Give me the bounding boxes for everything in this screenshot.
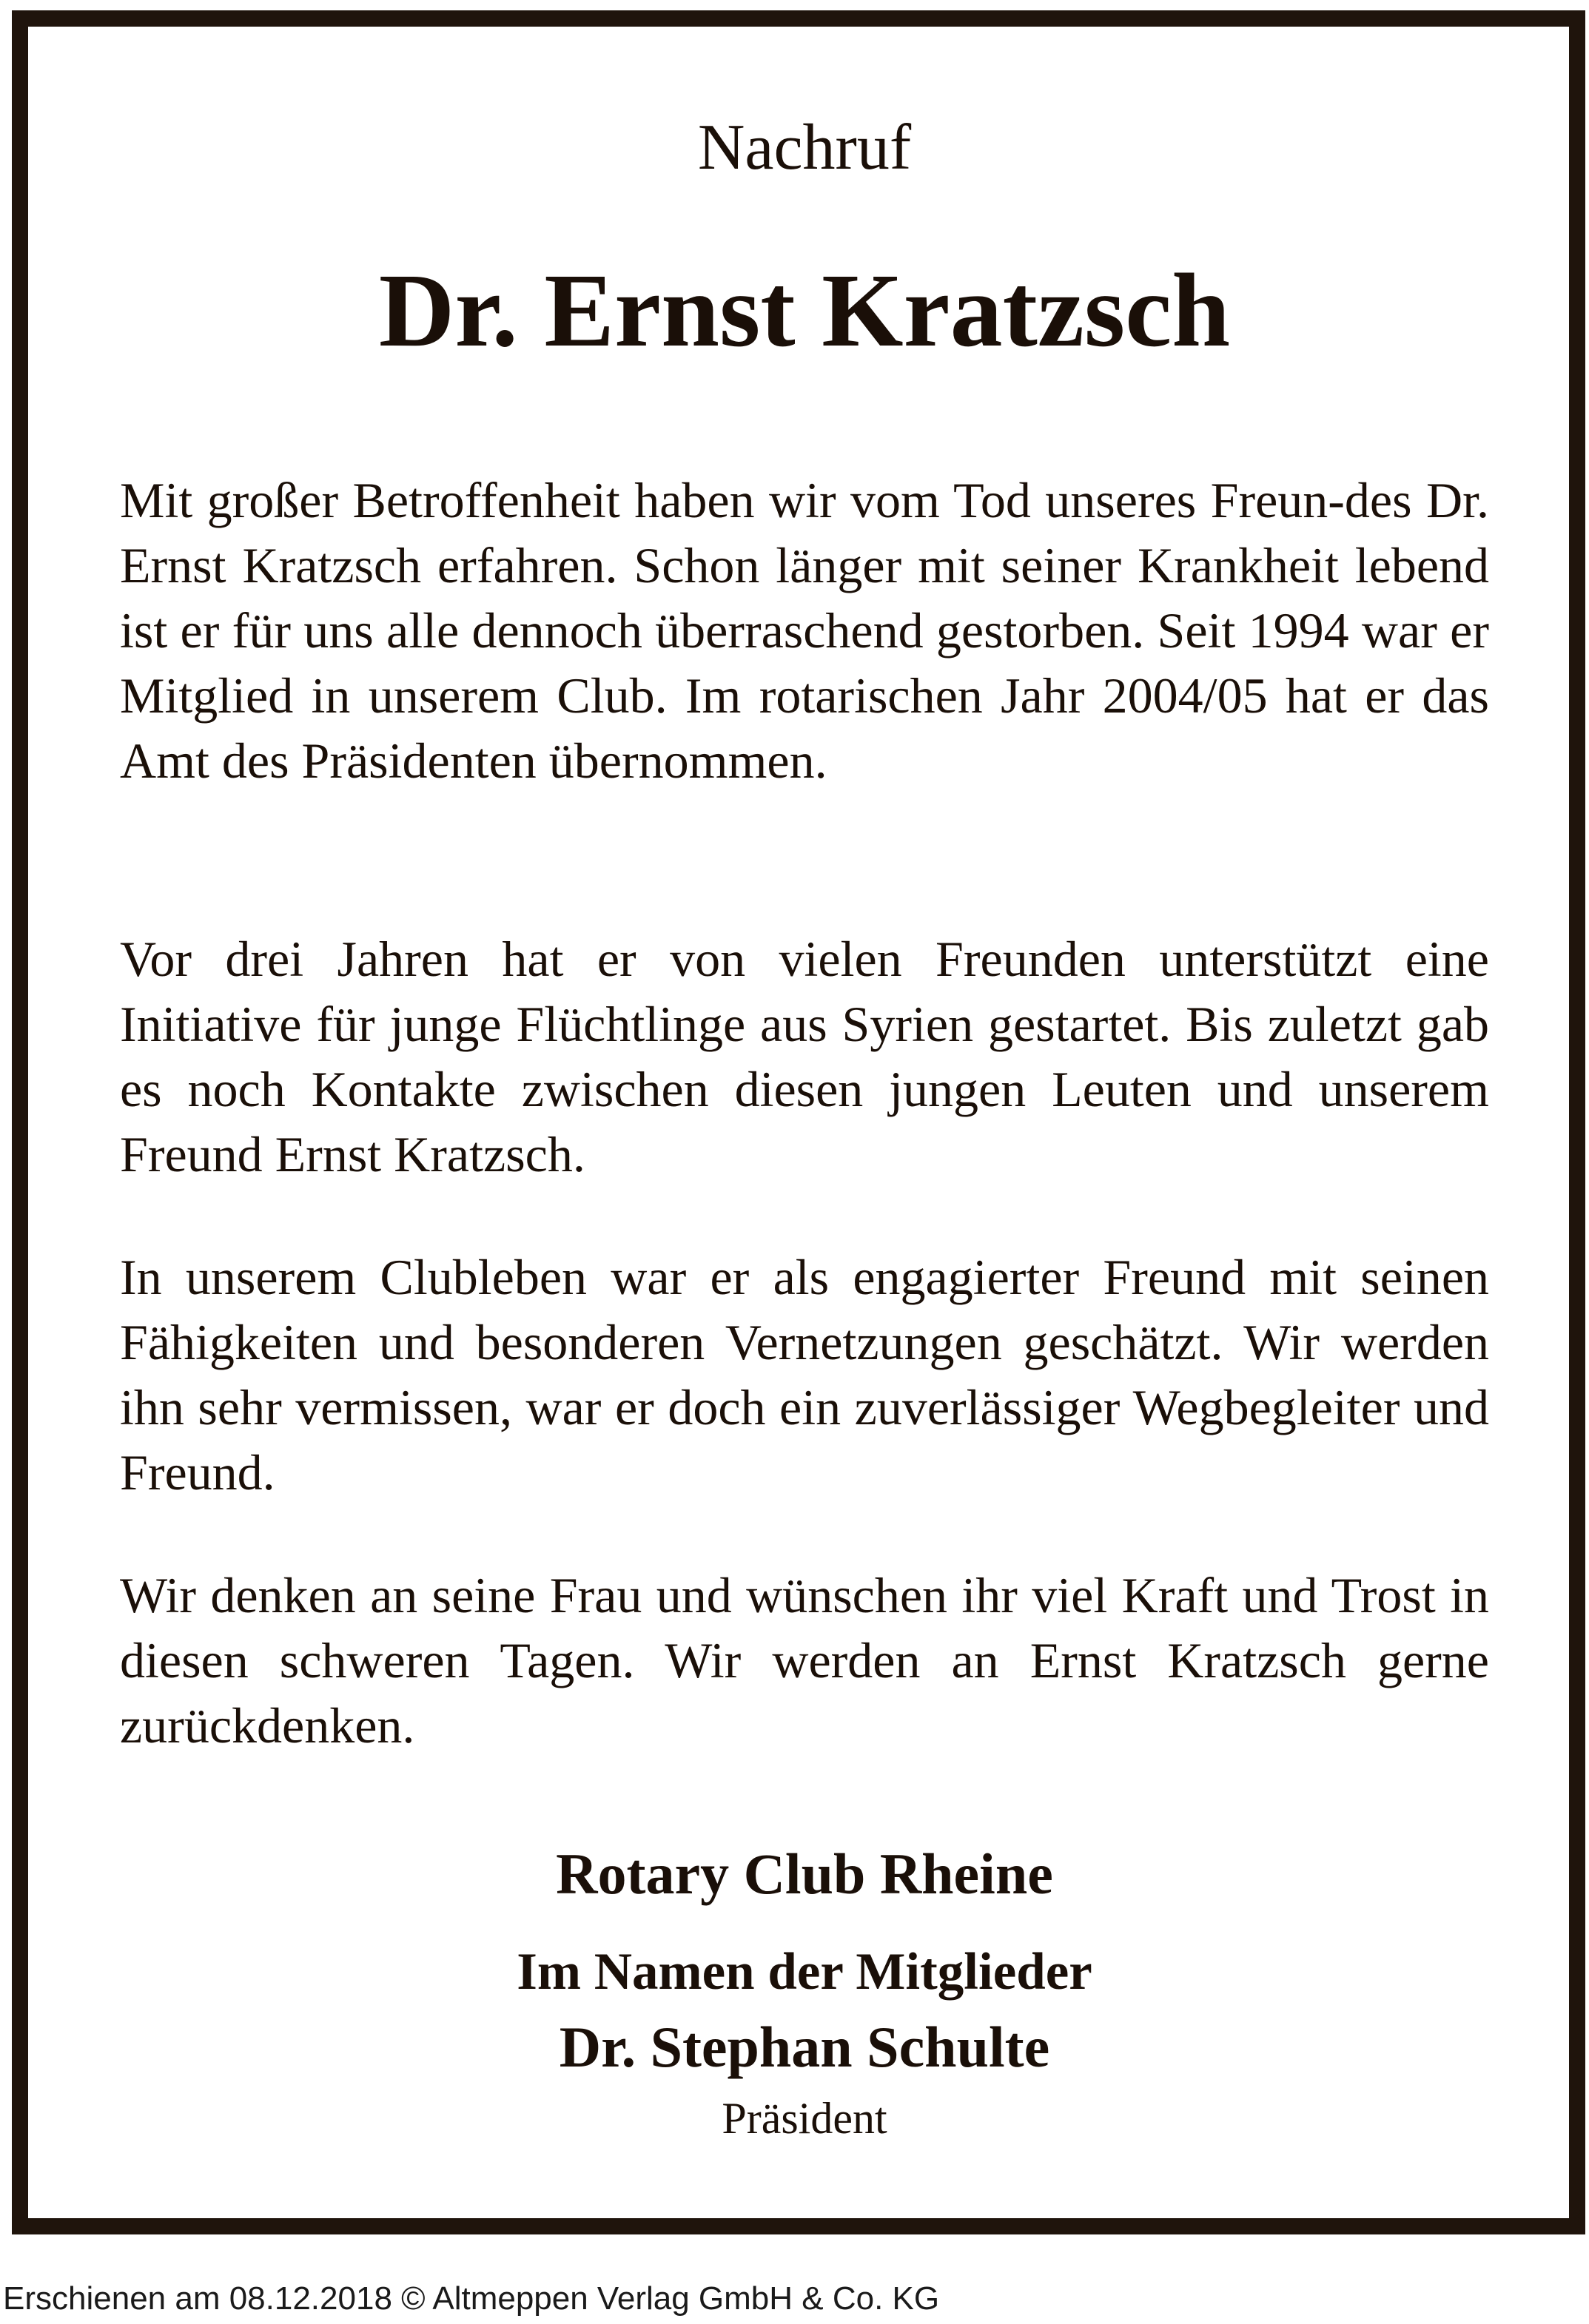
signature-signer: Dr. Stephan Schulte — [559, 2015, 1050, 2079]
obituary-paragraph-3: In unserem Clubleben war er als engagierter Freund mit seinen Fähigkeiten und besonderen Vernetzungen geschätzt. Wir werden ihn sehr vermissen, war er doch ein zuverlässiger Wegbegleiter und Freund. — [120, 1249, 1489, 1501]
obituary-paragraph-4: Wir denken an seine Frau und wünschen ihr viel Kraft und Trost in diesen schweren Tagen. Wir werden an Ernst Kratzsch gerne zurückdenken. — [120, 1567, 1489, 1754]
signature-on-behalf: Im Namen der Mitglieder — [517, 1943, 1092, 2001]
signature-role: Präsident — [722, 2094, 887, 2143]
obituary-paragraph-1: Mit großer Betroffenheit haben wir vom Tod unseres Freun-des Dr. Ernst Kratzsch erfahren. Schon länger mit seiner Krankheit lebend ist er für uns alle dennoch überraschend gestorben. Seit 1994 war er Mitglied in unserem Club. Im rotarischen Jahr 2004/05 hat er das Amt des Präsidenten übernommen. — [120, 472, 1489, 789]
obituary-paragraph-2: Vor drei Jahren hat er von vielen Freunden unterstützt eine Initiative für junge Flüchtlinge aus Syrien gestartet. Bis zuletzt gab es noch Kontakte zwischen diesen jungen Leuten und unserem Freund Ernst Kratzsch. — [120, 931, 1489, 1182]
obituary-heading: Nachruf — [697, 112, 912, 183]
obituary-frame — [12, 10, 1585, 2234]
deceased-name: Dr. Ernst Kratzsch — [378, 252, 1231, 368]
publication-footer: Erschienen am 08.12.2018 © Altmeppen Verlag GmbH & Co. KG — [3, 2280, 940, 2317]
signature-club: Rotary Club Rheine — [556, 1842, 1053, 1906]
